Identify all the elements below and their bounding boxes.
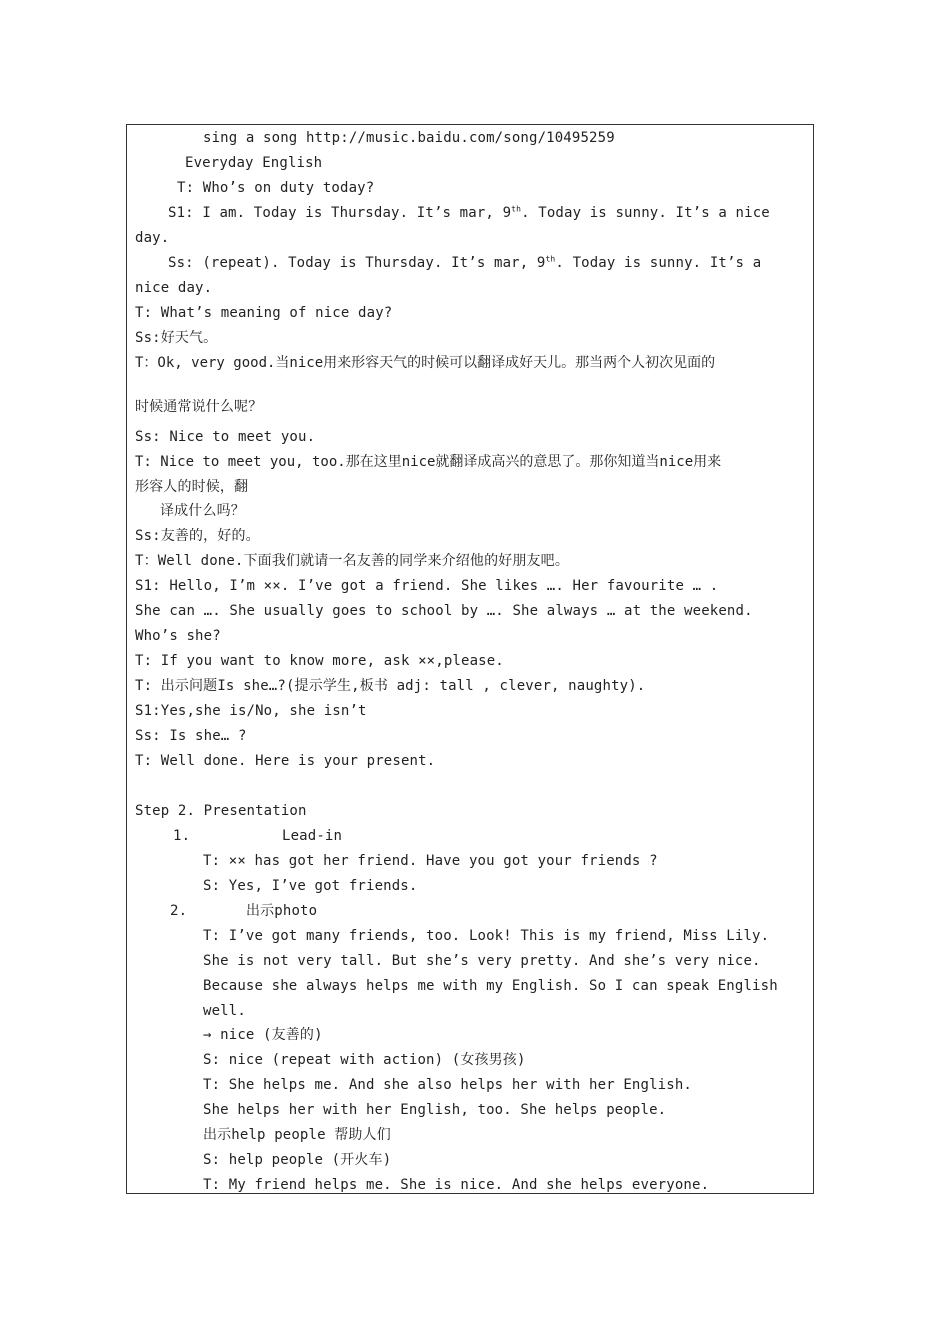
- text-line: 形容人的时候，翻: [135, 479, 249, 495]
- text-line: sing a song http://music.baidu.com/song/10495259: [203, 130, 615, 146]
- text-line: T: I’ve got many friends, too. Look! This is my friend, Miss Lily.: [203, 928, 770, 944]
- text-line: T: 出示问题Is she…?(提示学生,板书 adj: tall , clever, naughty).: [135, 678, 646, 694]
- text-line: T: Nice to meet you, too.那在这里nice就翻译成高兴的意思了。那你知道当nice用来: [135, 454, 722, 470]
- text-line: Who’s she?: [135, 628, 221, 644]
- text-line: 时候通常说什么呢？: [135, 399, 263, 415]
- text-line: S1:Yes,she is/No, she isn’t: [135, 703, 367, 719]
- section-heading: Step 2. Presentation: [135, 803, 307, 819]
- text-line: Ss:好天气。: [135, 330, 218, 346]
- text-line: S: nice (repeat with action) (女孩男孩): [203, 1052, 526, 1068]
- text-line: Ss: (repeat). Today is Thursday. It’s mar, 9th. Today is sunny. It’s a: [168, 254, 762, 271]
- list-number: 2.: [170, 903, 188, 919]
- text-line: day.: [135, 230, 170, 246]
- text-line: T: If you want to know more, ask ××,please.: [135, 653, 504, 669]
- text-line: Everyday English: [185, 155, 323, 171]
- text-line: She is not very tall. But she’s very pretty. And she’s very nice.: [203, 953, 761, 969]
- text-line: 译成什么吗？: [160, 503, 245, 519]
- text-line: S1: I am. Today is Thursday. It’s mar, 9th. Today is sunny. It’s a nice: [168, 204, 770, 221]
- text-line: Ss: Is she… ?: [135, 728, 247, 744]
- list-item-title: 出示photo: [246, 903, 318, 919]
- text-line: T: ×× has got her friend. Have you got your friends ?: [203, 853, 658, 869]
- text-line: T: Who’s on duty today?: [177, 180, 375, 196]
- list-item-title: Lead-in: [282, 828, 343, 844]
- text-line: She helps her with her English, too. She helps people.: [203, 1102, 667, 1118]
- text-line: T：Well done.下面我们就请一名友善的同学来介绍他的好朋友吧。: [135, 553, 569, 569]
- text-line: well.: [203, 1003, 246, 1019]
- text-line: T: My friend helps me. She is nice. And she helps everyone.: [203, 1177, 710, 1193]
- text-line: T：Ok, very good.当nice用来形容天气的时候可以翻译成好天儿。那当两个人初次见面的: [135, 355, 716, 371]
- list-number: 1.: [173, 828, 191, 844]
- text-line: 出示help people 帮助人们: [203, 1127, 391, 1143]
- text-line: → nice (友善的): [203, 1027, 323, 1043]
- text-line: S1: Hello, I’m ××. I’ve got a friend. She likes …. Her favourite … .: [135, 578, 719, 594]
- text-line: S: Yes, I’ve got friends.: [203, 878, 418, 894]
- text-line: T: She helps me. And she also helps her with her English.: [203, 1077, 692, 1093]
- text-line: nice day.: [135, 280, 213, 296]
- text-line: Ss:友善的，好的。: [135, 528, 260, 544]
- text-line: She can …. She usually goes to school by …. She always … at the weekend.: [135, 603, 753, 619]
- text-line: T: Well done. Here is your present.: [135, 753, 436, 769]
- text-line: Ss: Nice to meet you.: [135, 429, 316, 445]
- text-line: Because she always helps me with my English. So I can speak English: [203, 978, 778, 994]
- text-line: S: help people (开火车): [203, 1152, 392, 1168]
- text-line: T: What’s meaning of nice day?: [135, 305, 393, 321]
